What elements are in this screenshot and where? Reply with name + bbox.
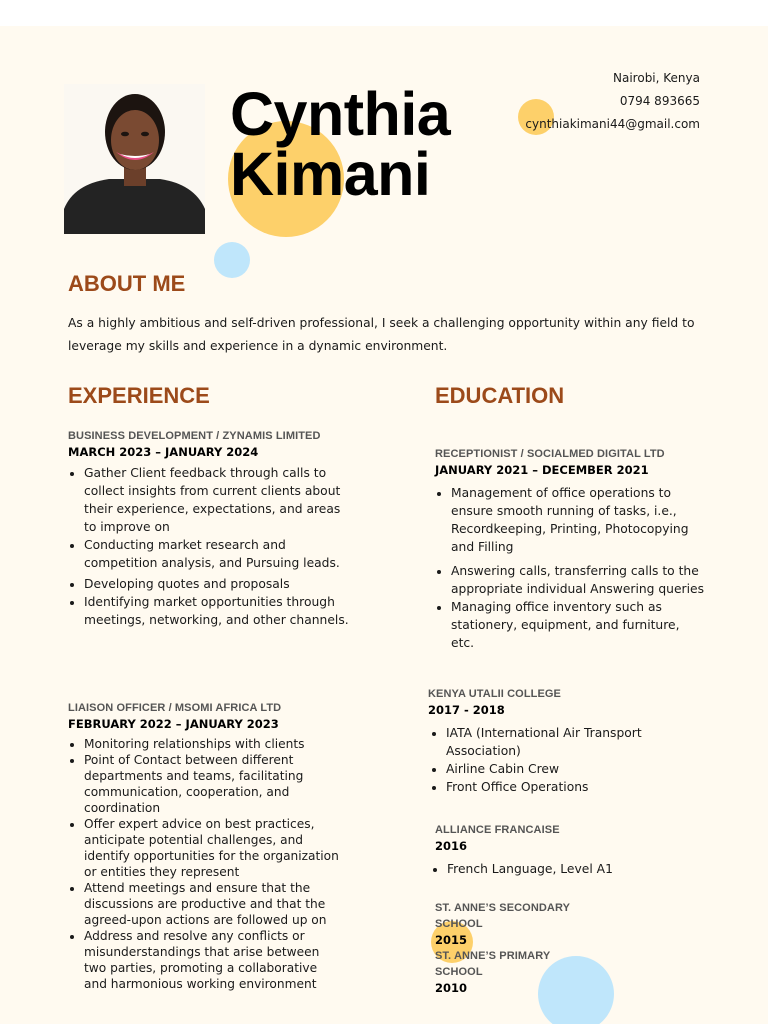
education-bullets (435, 484, 705, 652)
candidate-name (230, 80, 451, 208)
education-title: ST. ANNE’S PRIMARY SCHOOL (435, 950, 551, 978)
list-item: • Point of Contact between different departments and teams, facilitating communication, cooperation, and coordination (84, 752, 343, 816)
contact-email[interactable]: cynthiakimani44@gmail.com (525, 117, 700, 131)
list-item: • Monitoring relationships with clients (84, 736, 343, 752)
education-title: ALLIANCE FRANCAISE (435, 824, 560, 836)
list-item: • Front Office Operations (446, 778, 698, 796)
education-item (435, 948, 595, 996)
job-bullets (68, 736, 343, 992)
education-item (428, 686, 698, 796)
list-item: • Developing quotes and proposals (84, 575, 353, 593)
education-title: KENYA UTALII COLLEGE (428, 688, 561, 700)
education-bullets (428, 724, 698, 796)
portrait-icon (64, 84, 205, 234)
about-heading: ABOUT ME (68, 271, 186, 296)
education-title: ST. ANNE’S SECONDARY SCHOOL (435, 902, 570, 930)
education-bullets (435, 860, 705, 878)
experience-item (68, 700, 343, 992)
resume-page (0, 26, 768, 1024)
education-item (435, 446, 705, 652)
education-dates: 2016 (435, 839, 468, 853)
contact-phone[interactable]: 0794 893665 (619, 94, 700, 108)
list-item: • Conducting market research and competition analysis, and Pursuing leads. (84, 536, 353, 572)
contact-block (525, 67, 700, 136)
first-name: Cynthia (230, 80, 451, 148)
education-dates: 2015 (435, 933, 468, 947)
decor-circle-blue-small (214, 242, 250, 278)
list-item: • French Language, Level A1 (447, 860, 705, 878)
education-dates: 2017 - 2018 (428, 703, 505, 717)
contact-location: Nairobi, Kenya (613, 71, 700, 85)
about-text: As a highly ambitious and self-driven professional, I seek a challenging opportunity within any field to leverage my skills and experience in a dynamic environment. (68, 316, 695, 353)
education-dates: 2010 (435, 981, 468, 995)
list-item: • Managing office inventory such as stationery, equipment, and furniture, etc. (451, 598, 705, 652)
education-title: RECEPTIONIST / SOCIALMED DIGITAL LTD (435, 448, 665, 460)
list-item: • Attend meetings and ensure that the discussions are productive and that the agreed-upon actions are followed up on (84, 880, 343, 928)
list-item: • Address and resolve any conflicts or misunderstandings that arise between two parties, promoting a collaborative and harmonious working environment (84, 928, 343, 992)
education-heading: EDUCATION (435, 383, 565, 408)
profile-photo (64, 84, 205, 234)
education-item (435, 822, 705, 878)
job-title: LIAISON OFFICER / MSOMI AFRICA LTD (68, 702, 282, 714)
experience-item (68, 428, 353, 629)
list-item: • Gather Client feedback through calls to collect insights from current clients about their experience, expectations, and areas to improve on (84, 464, 353, 536)
job-bullets (68, 464, 353, 629)
job-title: BUSINESS DEVELOPMENT / ZYNAMIS LIMITED (68, 430, 321, 442)
job-dates: FEBRUARY 2022 – JANUARY 2023 (68, 717, 279, 731)
list-item: • IATA (International Air Transport Association) (446, 724, 698, 760)
list-item: • Identifying market opportunities through meetings, networking, and other channels. (84, 593, 353, 629)
experience-heading: EXPERIENCE (68, 383, 210, 408)
job-dates: MARCH 2023 – JANUARY 2024 (68, 445, 259, 459)
list-item: • Management of office operations to ensure smooth running of tasks, i.e., Recordkeeping, Printing, Photocopying and Filling (451, 484, 705, 556)
education-dates: JANUARY 2021 – DECEMBER 2021 (435, 463, 649, 477)
list-item: • Answering calls, transferring calls to the appropriate individual Answering queries (451, 562, 705, 598)
last-name: Kimani (230, 140, 431, 208)
list-item: • Offer expert advice on best practices, anticipate potential challenges, and identify opportunities for the organization or entities they represent (84, 816, 343, 880)
education-item (435, 900, 595, 948)
list-item: • Airline Cabin Crew (446, 760, 698, 778)
